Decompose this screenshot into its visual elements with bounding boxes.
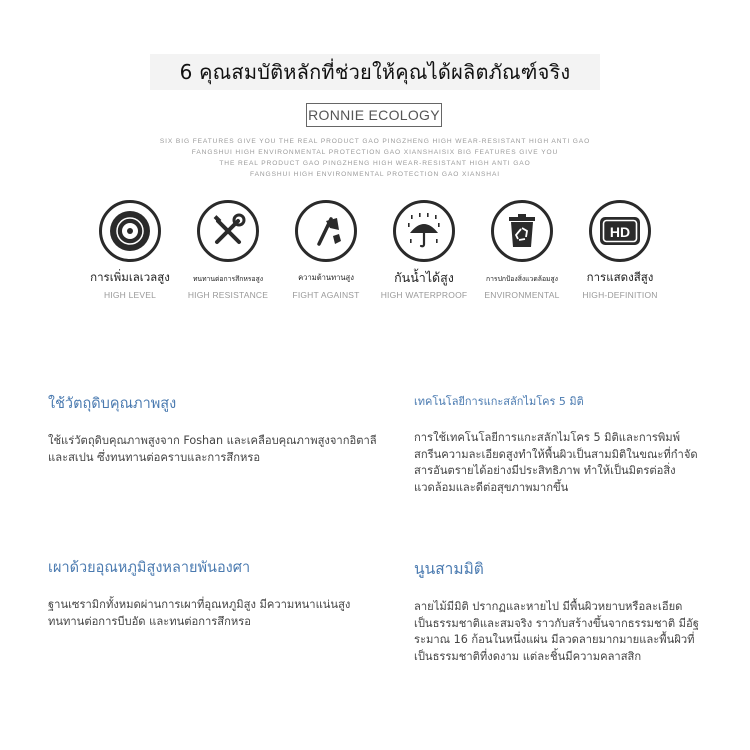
feature-block-high-temperature: [48, 556, 383, 630]
block-title: ใช้วัตถุดิบคุณภาพสูง: [48, 396, 177, 412]
feature-label: การเพิ่มเลเวลสูง: [90, 270, 170, 284]
subtext-line: THE REAL PRODUCT GAO PINGZHENG HIGH WEAR-RESISTANT HIGH ANTI GAO: [219, 160, 531, 167]
block-title: นูนสามมิติ: [414, 560, 484, 578]
brand-name: RONNIE ECOLOGY: [308, 107, 440, 123]
feature-environmental: [474, 200, 570, 300]
feature-label-en: HIGH WATERPROOF: [380, 290, 468, 300]
feature-label: การแสดงสีสูง: [586, 270, 654, 284]
feature-block-raw-material: [48, 392, 383, 466]
english-subtext: [140, 136, 610, 180]
block-text: ฐานเซรามิกทั้งหมดผ่านการเผาที่อุณหภูมิสูง มีความหนาแน่นสูง ทนทานต่อการบีบอัด และทนต่อการสึกหรอ: [48, 598, 351, 628]
feature-label-en: HIGH RESISTANCE: [187, 290, 269, 300]
feature-block-3d-relief: [414, 556, 704, 665]
block-title: เผาด้วยอุณหภูมิสูงหลายพันองศา: [48, 560, 251, 576]
umbrella-rain-icon: [393, 200, 455, 262]
block-text: ลายไม้มีมิติ ปรากฏและหายไป มีพื้นผิวหยาบหรือละเอียด เป็นธรรมชาติและสมจริง ราวกับสร้างขึ้นจากธรรมชาติ มีอัฐระมาณ 16 ก้อนในหนึ่งแผ่น มีลวดลายมากมายและพื้นผิวที่เป็นธรรมชาติที่งดงาม แต่ละชิ้นมีความคลาสสิก: [414, 600, 699, 663]
feature-fight-against: [278, 200, 374, 300]
recycle-bin-icon: [491, 200, 553, 262]
subtext-line: FANGSHUI HIGH ENVIRONMENTAL PROTECTION GAO XIANSHAISIX BIG FEATURES GIVE YOU: [191, 149, 559, 156]
axe-icon: [295, 200, 357, 262]
brand-box: [306, 103, 442, 127]
block-text: ใช้แร่วัตถุดิบคุณภาพสูงจาก Foshan และเคลือบคุณภาพสูงจากอิตาลีและสเปน ซึ่งทนทานต่อคราบและการสึกหรอ: [48, 434, 377, 464]
feature-label-en: ENVIRONMENTAL: [484, 290, 560, 300]
page-title: 6 คุณสมบัติหลักที่ช่วยให้คุณได้ผลิตภัณฑ์จริง: [179, 60, 571, 84]
subtext-line: FANGSHUI HIGH ENVIRONMENTAL PROTECTION GAO XIANSHAI: [250, 171, 500, 178]
block-text: การใช้เทคโนโลยีการแกะสลักไมโคร 5 มิติและการพิมพ์สกรีนความละเอียดสูงทำให้พื้นผิวเป็นสามมิติในขณะที่กำจัดสารอันตรายได้อย่างมีประสิทธิภาพ ทำให้เป็นมิตรต่อสิ่งแวดล้อมและดีต่อสุขภาพมากขึ้น: [414, 431, 698, 494]
feature-high-level: [82, 200, 178, 300]
feature-label: กันน้ำได้สูง: [394, 270, 454, 285]
feature-high-resistance: [180, 200, 276, 300]
subtext-line: SIX BIG FEATURES GIVE YOU THE REAL PRODUCT GAO PINGZHENG HIGH WEAR-RESISTANT HIGH ANTI GAO: [159, 138, 591, 145]
feature-label: ความต้านทานสูง: [298, 273, 354, 282]
tools-icon: [197, 200, 259, 262]
page-title-band: [150, 54, 600, 90]
feature-block-micro-carving: [414, 392, 704, 496]
feature-high-waterproof: [376, 200, 472, 300]
features-row: [82, 200, 668, 310]
hd-icon: [589, 200, 651, 262]
feature-label-en: HIGH LEVEL: [103, 290, 157, 300]
disc-icon: [99, 200, 161, 262]
svg-text:HD: HD: [609, 224, 631, 240]
feature-high-definition: [572, 200, 668, 300]
feature-label-en: HIGH-DEFINITION: [582, 290, 658, 300]
feature-label-en: FIGHT AGAINST: [292, 290, 360, 300]
block-title: เทคโนโลยีการแกะสลักไมโคร 5 มิติ: [414, 395, 584, 408]
feature-label: ทนทานต่อการสึกหรอสูง: [192, 274, 264, 283]
feature-label: การปกป้องสิ่งแวดล้อมสูง: [485, 274, 558, 283]
